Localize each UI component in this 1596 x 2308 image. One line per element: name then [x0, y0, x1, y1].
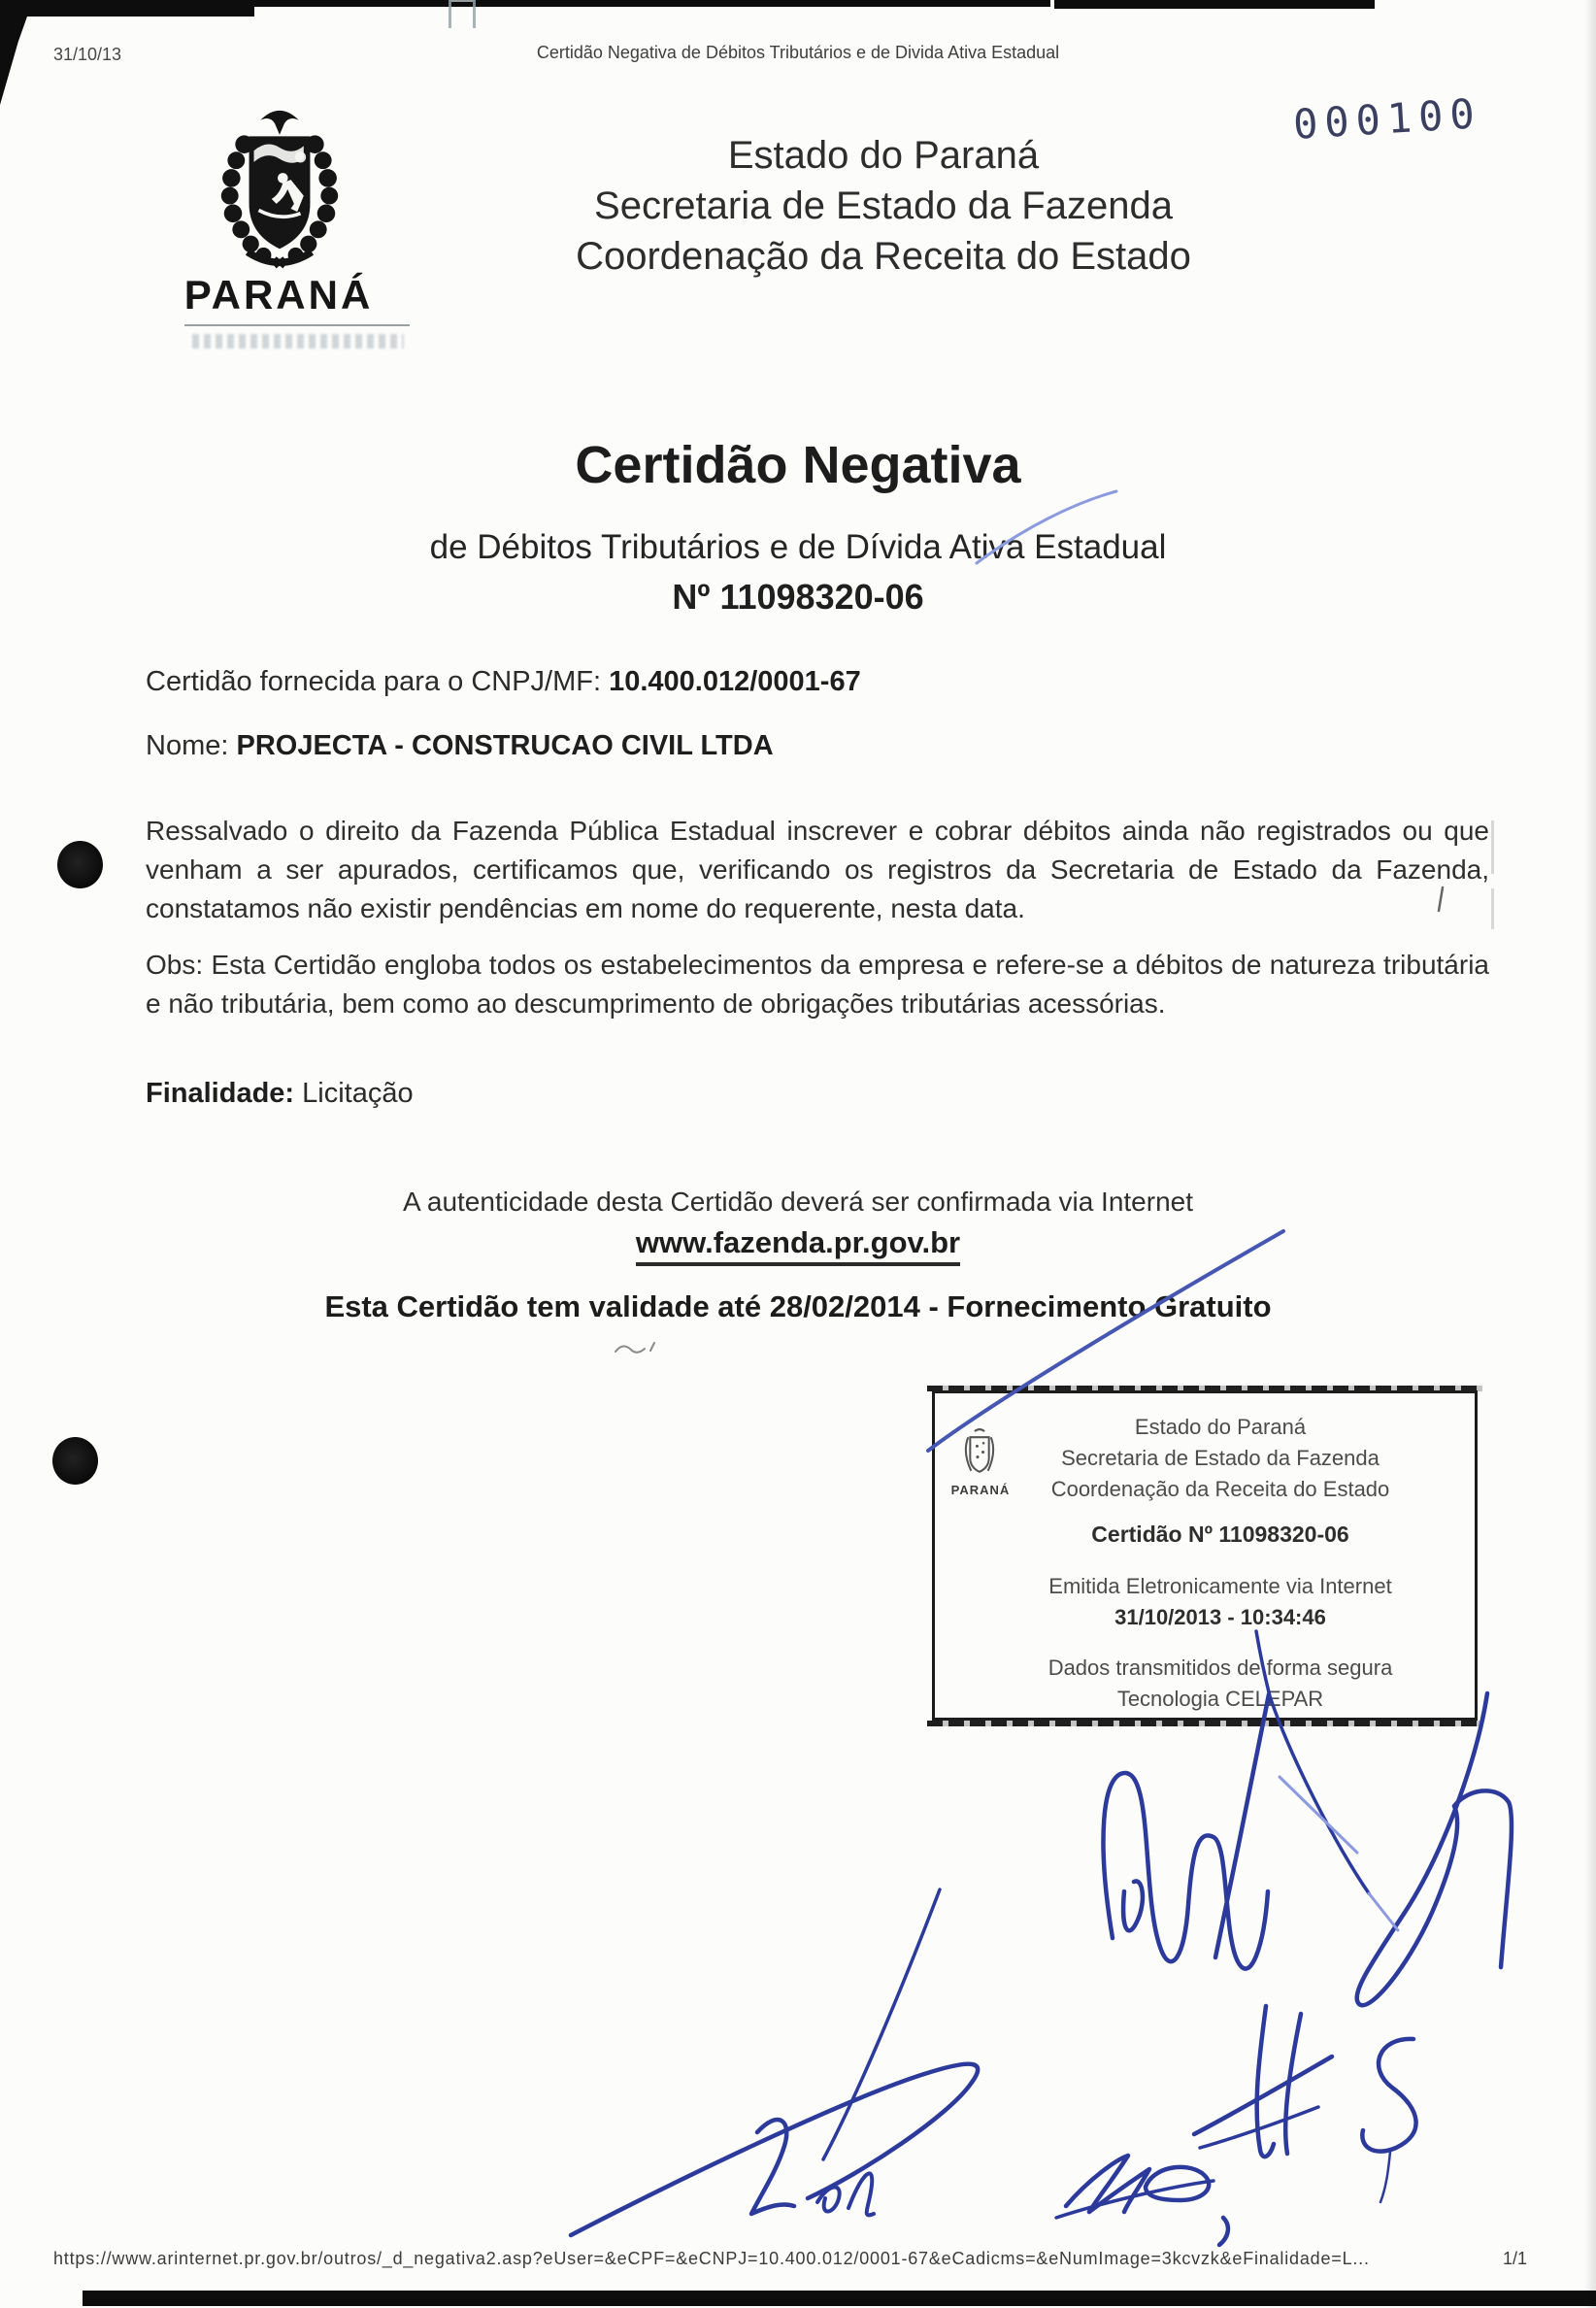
faded-logo-subtext	[192, 334, 404, 349]
scan-edge-bar	[0, 0, 254, 17]
purpose-value: Licitação	[302, 1078, 414, 1109]
scan-edge-bar	[254, 0, 1050, 7]
hole-punch-dot	[52, 1437, 98, 1485]
document-subtitle: de Débitos Tributários e de Dívida Ativa Estadual	[429, 528, 1167, 566]
certificate-number: Nº 11098320-06	[672, 577, 924, 617]
cnpj-value: 10.400.012/0001-67	[609, 666, 861, 697]
paragraph-observation: Obs: Esta Certidão engloba todos os estabelecimentos da empresa e refere-se a débitos de natureza tributária e não tributária, bem como ao descumprimento de obrigações tributárias acessórias.	[146, 950, 1489, 1019]
hash-pen-mark	[1257, 2006, 1274, 2157]
scan-line-artifact	[1491, 820, 1494, 874]
print-date: 31/10/13	[53, 45, 122, 64]
purpose-label: Finalidade:	[146, 1078, 295, 1109]
smudge-mark	[615, 1343, 654, 1353]
staple-mark	[449, 0, 476, 28]
initials-pen-mark	[1066, 2156, 1128, 2212]
stamp-emitted-line: Emitida Eletronicamente via Internet	[1048, 1574, 1392, 1598]
cnpj-label: Certidão fornecida para o CNPJ/MF:	[146, 666, 602, 697]
authenticity-line: A autenticidade desta Certidão deverá ser confirmada via Internet	[402, 1187, 1194, 1217]
parana-coat-of-arms-icon	[192, 101, 367, 278]
scan-edge-bar	[1054, 0, 1375, 9]
scan-edge-bar	[83, 2291, 1596, 2306]
paragraph-disclaimer: Ressalvado o direito da Fazenda Pública Estadual inscrever e cobrar débitos ainda não registrados ou que venham a ser apurados, certificamos que, verificando os registros da Secretaria de Estado da Fazenda, constatamos não existir pendências em nome do requerente, nesta data.	[146, 816, 1489, 923]
org-line-1: Estado do Paraná	[727, 134, 1040, 177]
stamp-org-line-3: Coordenação da Receita do Estado	[1050, 1477, 1390, 1501]
faint-pen-stroke-tail	[1369, 1893, 1398, 1930]
org-header-block	[437, 130, 1330, 282]
paper-edge-shadow	[1584, 0, 1596, 2308]
logo-underline	[184, 324, 410, 326]
purpose-line	[146, 1078, 414, 1110]
footer-page-count: 1/1	[1503, 2249, 1528, 2268]
document-title: Certidão Negativa	[575, 436, 1021, 494]
authenticity-url	[0, 1225, 1596, 1260]
stamp-emitted-datetime: 31/10/2013 - 10:34:46	[1114, 1605, 1326, 1629]
authenticity-url-text: www.fazenda.pr.gov.br	[636, 1225, 960, 1266]
org-line-3: Coordenação da Receita do Estado	[576, 235, 1191, 278]
page-number-stamp: 000100	[1291, 89, 1483, 149]
footer-url: https://www.arinternet.pr.gov.br/outros/_d_negativa2.asp?eUser=&eCPF=&eCNPJ=10.400.012/0001-67&eCadicms=&eNumImage=3kcvzk&eFinalidade=L...	[53, 2249, 1370, 2268]
dollar-pen-mark	[1362, 2039, 1415, 2152]
validity-line: Esta Certidão tem validade até 28/02/2014 - Fornecimento Gratuito	[324, 1289, 1272, 1323]
signature-loop	[1357, 1693, 1487, 2005]
company-name-value: PROJECTA - CONSTRUCAO CIVIL LTDA	[236, 730, 774, 761]
stamp-technology-line: Tecnologia CELEPAR	[1116, 1687, 1324, 1711]
signature-scribble	[1104, 1773, 1268, 1969]
stamp-org-line-1: Estado do Paraná	[1134, 1415, 1307, 1439]
cnpj-line	[146, 666, 861, 698]
electronic-stamp-box	[932, 1390, 1478, 1721]
signature-flourish	[571, 2064, 978, 2235]
stamp-cert-number: Certidão Nº 11098320-06	[1091, 1522, 1349, 1547]
hole-punch-dot	[57, 841, 103, 888]
stamp-secure-line: Dados transmitidos de forma segura	[1047, 1656, 1393, 1680]
stamp-org-line-2: Secretaria de Estado da Fazenda	[1061, 1446, 1380, 1470]
print-header-title: Certidão Negativa de Débitos Tributários e de Divida Ativa Estadual	[536, 43, 1060, 62]
stamp-logo-caption: PARANÁ	[950, 1483, 1011, 1497]
company-name-line	[146, 730, 774, 762]
name-label: Nome:	[146, 730, 229, 761]
scan-line-artifact	[1491, 888, 1494, 929]
org-line-2: Secretaria de Estado da Fazenda	[594, 184, 1173, 227]
parana-logo-caption: PARANÁ	[183, 272, 374, 318]
